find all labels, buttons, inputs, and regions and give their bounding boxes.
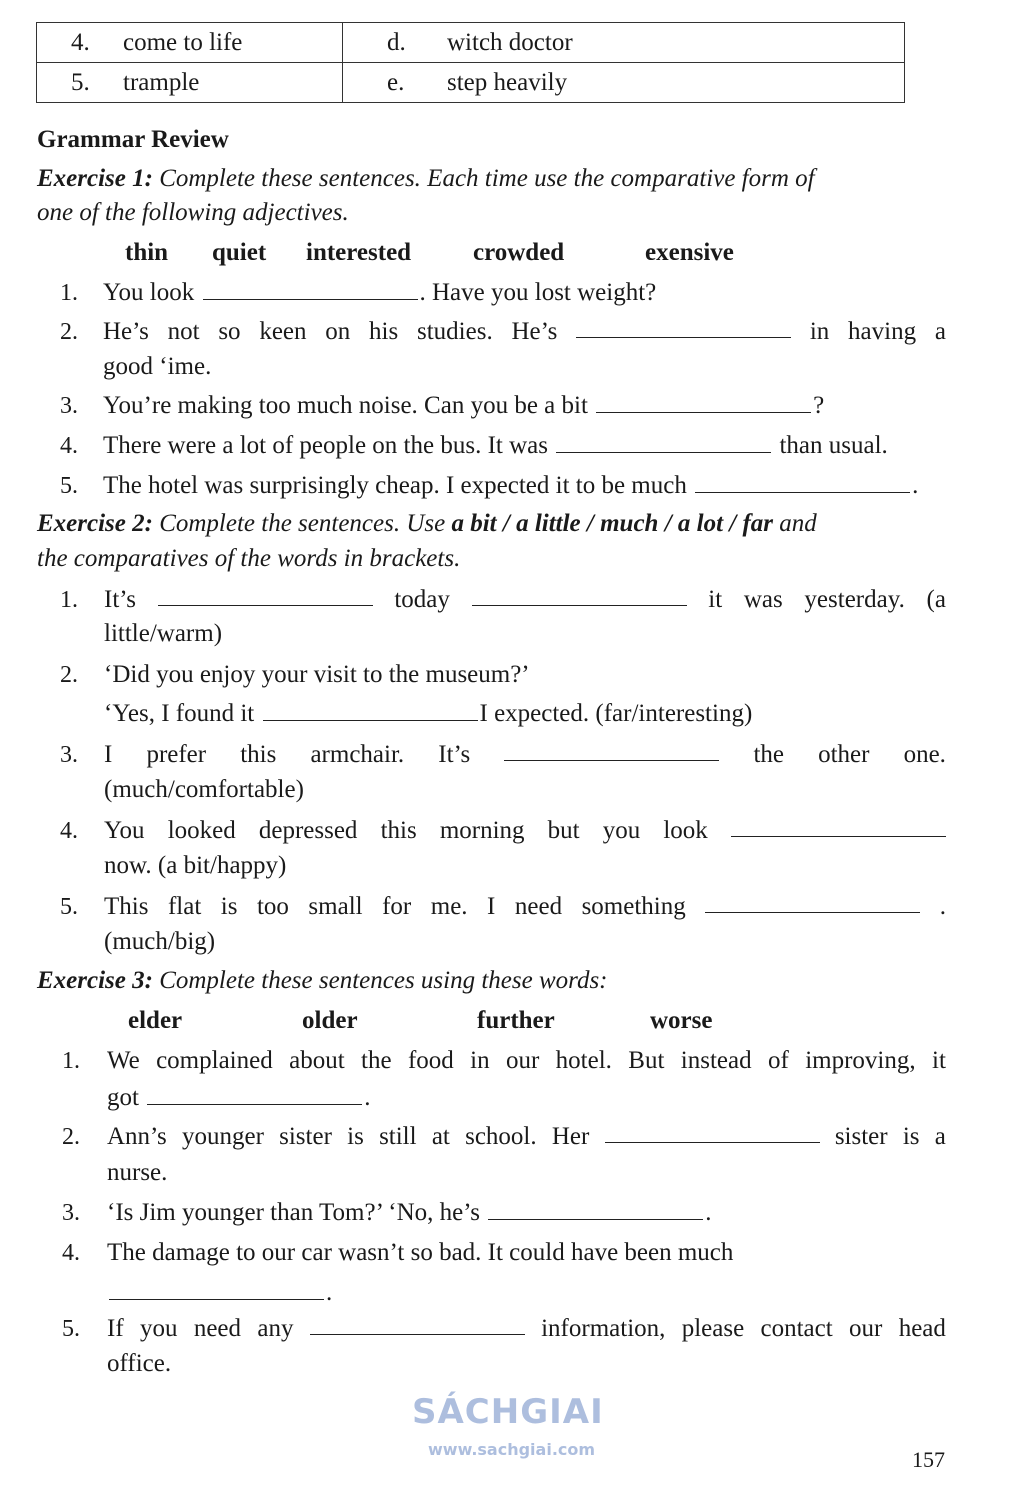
exercise-instruction-line: [37, 164, 815, 194]
item-number: 1.: [60, 280, 78, 306]
word-bank-item: older: [302, 1007, 358, 1034]
item-word: younger: [181, 1123, 264, 1150]
item-word: sister: [834, 1123, 888, 1150]
item-text: ?: [813, 392, 825, 419]
answer-blank[interactable]: [504, 740, 719, 761]
item-word: prefer: [146, 741, 207, 768]
word-bank-item: thin: [125, 239, 169, 266]
definition: step heavily: [447, 68, 568, 96]
item-word: But: [628, 1047, 665, 1074]
answer-blank[interactable]: [203, 279, 418, 300]
item-word: so: [218, 318, 241, 345]
item-word: too: [256, 893, 289, 920]
word-bank-item: worse: [650, 1007, 713, 1034]
item-text: . Have you lost weight?: [419, 279, 657, 306]
table-row: [37, 63, 905, 103]
term: come to life: [123, 28, 243, 56]
item-line: [104, 740, 946, 770]
answer-blank[interactable]: [731, 816, 946, 837]
item-word: school.: [465, 1123, 537, 1150]
word-bank-item: further: [477, 1007, 555, 1034]
item-word: head: [898, 1315, 946, 1342]
item-line: [104, 775, 304, 805]
item-line: [107, 1314, 946, 1344]
item-word: his: [369, 318, 399, 345]
answer-blank[interactable]: [695, 472, 910, 493]
item-word: today: [394, 586, 450, 613]
item-word: keen: [259, 318, 307, 345]
item-word: any: [257, 1315, 294, 1342]
row-number: 5.: [71, 68, 90, 96]
item-word: need: [514, 893, 563, 920]
item-line: [107, 1238, 733, 1268]
item-line: [104, 619, 222, 649]
table-row: [37, 23, 905, 63]
item-text: nurse.: [107, 1159, 168, 1186]
item-line: [107, 1122, 946, 1152]
item-word: armchair.: [310, 741, 405, 768]
row-letter: d.: [387, 28, 406, 56]
item-word: about: [289, 1047, 345, 1074]
item-word: complained: [156, 1047, 273, 1074]
item-number: 5.: [60, 894, 78, 920]
item-text: I expected. (far/interesting): [479, 700, 753, 727]
item-word: was: [743, 586, 783, 613]
item-word: this: [240, 741, 277, 768]
item-word: you: [139, 1315, 178, 1342]
item-word: one.: [903, 741, 946, 768]
instruction-emphasis: a bit / a little / much / a lot / far: [451, 510, 774, 537]
instruction-text: the comparatives of the words in brackets.: [37, 545, 461, 572]
item-text: You look: [103, 279, 201, 306]
exercise-instruction-line: [37, 198, 349, 228]
item-word: me.: [430, 893, 468, 920]
item-line: [107, 1198, 711, 1228]
item-word: of: [768, 1047, 789, 1074]
item-line: [107, 1083, 370, 1113]
item-line: [104, 699, 752, 729]
instruction-text: Complete the sentences. Use: [159, 510, 452, 537]
instruction-text: and: [773, 510, 817, 537]
exercise-label: Exercise 1:: [37, 165, 160, 192]
item-word: It’s: [438, 741, 471, 768]
item-word: please: [681, 1315, 745, 1342]
exercise-instruction-line: [37, 509, 817, 539]
item-word: it: [932, 1047, 946, 1074]
answer-blank[interactable]: [556, 432, 771, 453]
item-number: 2.: [60, 319, 78, 345]
item-word: improving,: [805, 1047, 916, 1074]
item-line: [104, 927, 215, 957]
item-word: our: [505, 1047, 540, 1074]
item-text: now. (a bit/happy): [104, 852, 287, 879]
answer-blank[interactable]: [263, 700, 478, 721]
item-text: .: [912, 472, 919, 499]
item-word: is: [220, 893, 238, 920]
item-word: He’s: [103, 318, 149, 345]
vocabulary-matching-table: [36, 22, 905, 103]
item-word: You: [104, 817, 145, 844]
item-word: contact: [760, 1315, 833, 1342]
exercise-instruction-line: [37, 966, 608, 996]
item-word: small: [308, 893, 363, 920]
item-word: for: [382, 893, 412, 920]
item-word: food: [407, 1047, 454, 1074]
item-word: I: [104, 741, 113, 768]
item-number: 3.: [60, 742, 78, 768]
item-number: 4.: [60, 818, 78, 844]
item-word: depressed: [258, 817, 358, 844]
item-number: 4.: [62, 1240, 80, 1266]
answer-blank[interactable]: [472, 585, 687, 606]
item-word: We: [107, 1047, 140, 1074]
item-text: good ‘ime.: [103, 353, 212, 380]
item-number: 2.: [60, 662, 78, 688]
answer-blank[interactable]: [705, 892, 920, 913]
item-word: information,: [541, 1315, 666, 1342]
item-word: is: [347, 1123, 364, 1150]
answer-blank[interactable]: [488, 1199, 703, 1220]
item-word: sister: [279, 1123, 332, 1150]
item-line: [107, 1046, 946, 1076]
item-word: look: [663, 817, 708, 844]
item-text: (much/comfortable): [104, 776, 304, 803]
item-word: the: [753, 741, 784, 768]
item-text: .: [326, 1279, 333, 1306]
watermark-url: www.sachgiai.com: [428, 1440, 596, 1459]
answer-blank[interactable]: [147, 1084, 362, 1105]
item-word: is: [902, 1123, 920, 1150]
exercise-label: Exercise 2:: [37, 510, 160, 537]
item-text: ‘Did you enjoy your visit to the museum?’: [104, 661, 530, 688]
item-word: something: [581, 893, 686, 920]
item-number: 3.: [62, 1200, 80, 1226]
definition: witch doctor: [447, 28, 573, 56]
item-line: [104, 851, 286, 881]
item-text: You’re making too much noise. Can you be a bit: [103, 392, 595, 419]
answer-blank[interactable]: [596, 392, 811, 413]
item-text: little/warm): [104, 620, 223, 647]
item-word: morning: [439, 817, 525, 844]
item-word: at: [431, 1123, 450, 1150]
item-text: There were a lot of people on the bus. It was: [103, 432, 555, 459]
item-word: yesterday.: [804, 586, 905, 613]
term: trample: [123, 68, 200, 96]
item-word: on: [325, 318, 351, 345]
item-line: [104, 892, 946, 922]
exercise-label: Exercise 3:: [37, 967, 160, 994]
item-word: If: [107, 1315, 124, 1342]
row-number: 4.: [71, 28, 90, 56]
item-word: a: [934, 1123, 946, 1150]
answer-blank[interactable]: [605, 1122, 820, 1143]
item-word: our: [849, 1315, 883, 1342]
item-line: [104, 816, 946, 846]
item-word: this: [380, 817, 417, 844]
item-text: ‘Yes, I found it: [104, 700, 261, 727]
item-line: [107, 1349, 171, 1379]
section-title: Grammar Review: [37, 126, 229, 153]
word-bank-item: quiet: [212, 239, 267, 266]
item-word: (a: [926, 586, 946, 613]
item-number: 5.: [62, 1316, 80, 1342]
item-line: [103, 278, 656, 308]
item-word: instead: [680, 1047, 752, 1074]
item-word: flat: [167, 893, 202, 920]
instruction-text: Complete these sentences. Each time use the comparative form of: [159, 165, 815, 192]
item-word: you: [602, 817, 641, 844]
item-word: Ann’s: [107, 1123, 167, 1150]
exercise-instruction-line: [37, 544, 460, 574]
row-letter: e.: [387, 68, 405, 96]
item-word: other: [818, 741, 870, 768]
item-word: the: [361, 1047, 392, 1074]
item-word: looked: [167, 817, 236, 844]
instruction-text: Complete these sentences using these words:: [159, 967, 608, 994]
answer-blank[interactable]: [310, 1314, 525, 1335]
word-bank-item: exensive: [645, 239, 734, 266]
item-word: This: [104, 893, 149, 920]
item-word: hotel.: [555, 1047, 612, 1074]
word-bank-item: crowded: [473, 239, 565, 266]
item-text: .: [364, 1084, 371, 1111]
item-word: it: [708, 586, 723, 613]
item-word: in: [470, 1047, 490, 1074]
item-text: The damage to our car wasn’t so bad. It could have been much: [107, 1239, 734, 1266]
item-number: 1.: [62, 1048, 80, 1074]
item-number: 2.: [62, 1124, 80, 1150]
item-word: still: [379, 1123, 417, 1150]
item-text: The hotel was surprisingly cheap. I expected it to be much: [103, 472, 694, 499]
item-number: 4.: [60, 433, 78, 459]
item-number: 1.: [60, 587, 78, 613]
item-line: [103, 391, 824, 421]
word-bank-item: elder: [128, 1007, 183, 1034]
item-line: [107, 1158, 167, 1188]
item-word: It’s: [104, 586, 136, 613]
item-text: .: [705, 1199, 712, 1226]
answer-blank[interactable]: [109, 1279, 324, 1300]
item-line: [103, 352, 211, 382]
item-text: (much/big): [104, 928, 216, 955]
item-line: [104, 660, 530, 690]
word-bank-item: interested: [306, 239, 412, 266]
item-word: Her: [551, 1123, 590, 1150]
item-word: having: [848, 318, 917, 345]
item-word: not: [167, 318, 200, 345]
item-number: 3.: [60, 393, 78, 419]
item-word: I: [487, 893, 496, 920]
item-line: [103, 471, 918, 501]
item-text: than usual.: [773, 432, 888, 459]
item-word: a: [934, 318, 946, 345]
item-word: in: [809, 318, 830, 345]
item-word: .: [939, 893, 946, 920]
item-line: [104, 585, 946, 615]
answer-blank[interactable]: [158, 585, 373, 606]
item-text: ‘Is Jim younger than Tom?’ ‘No, he’s: [107, 1199, 487, 1226]
item-line: [103, 317, 946, 347]
item-word: studies.: [417, 318, 493, 345]
item-line: [107, 1278, 332, 1308]
item-number: 5.: [60, 473, 78, 499]
page-number: 157: [912, 1447, 945, 1472]
item-word: but: [547, 817, 580, 844]
item-text: got: [107, 1084, 146, 1111]
item-word: He’s: [511, 318, 558, 345]
instruction-text: one of the following adjectives.: [37, 199, 349, 226]
item-word: need: [193, 1315, 242, 1342]
answer-blank[interactable]: [576, 317, 791, 338]
item-line: [103, 431, 888, 461]
item-text: office.: [107, 1350, 172, 1377]
watermark-logo: SÁCHGIAI: [412, 1392, 604, 1432]
